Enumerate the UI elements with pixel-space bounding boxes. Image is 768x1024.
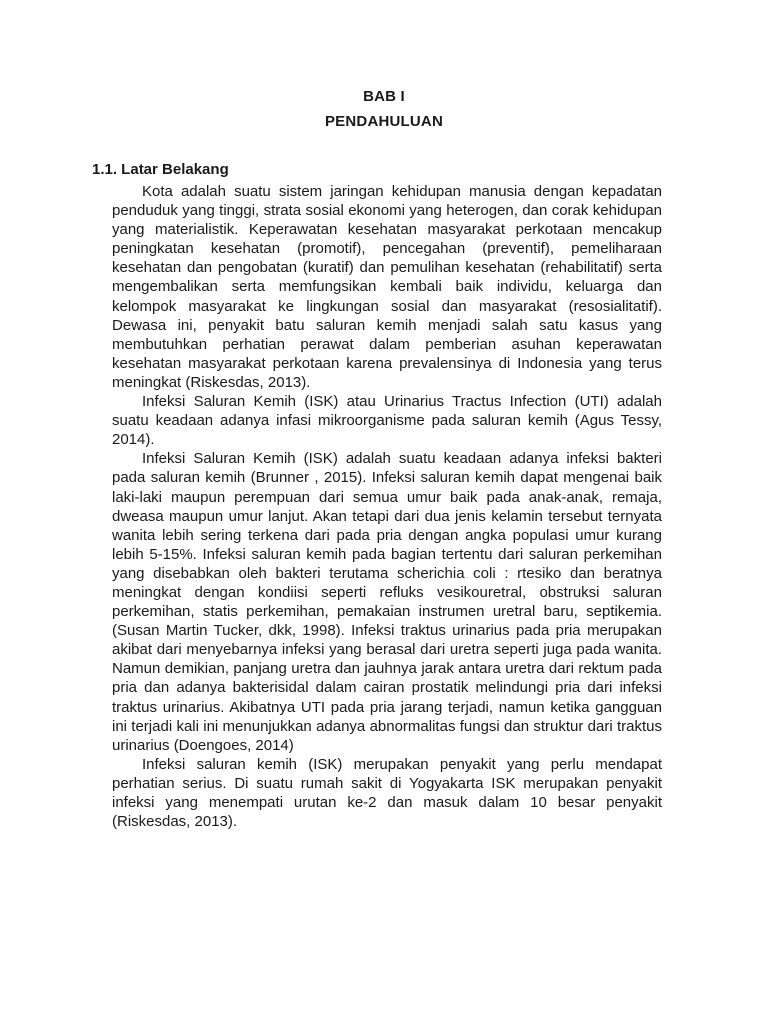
paragraph-4: Infeksi saluran kemih (ISK) merupakan penyakit yang perlu mendapat perhatian serius. Di suatu rumah sakit di Yogyakarta ISK merupakan penyakit infeksi yang menempati urutan ke-2 dan masuk dalam 10 besar penyakit (Riskesdas, 2013). [112,755,662,831]
paragraph-1: Kota adalah suatu sistem jaringan kehidupan manusia dengan kepadatan penduduk yang tinggi, strata sosial ekonomi yang heterogen, dan corak kehidupan yang materialistik. Keperawatan kesehatan masyarakat perkotaan mencakup peningkatan kesehatan (promotif), pencegahan (preventif), pemeliharaan kesehatan dan pengobatan (kuratif) dan pemulihan kesehatan (rehabilitatif) serta mengembalikan serta memfungsikan kembali baik individu, keluarga dan kelompok masyarakat ke lingkungan sosial dan masyarakat (resosialitatif). Dewasa ini, penyakit batu saluran kemih menjadi salah satu kasus yang membutuhkan perhatian perawat dalam pemberian asuhan keperawatan kesehatan masyarakat perkotaan karena prevalensinya di Indonesia yang terus meningkat (Riskesdas, 2013). [112,183,662,391]
section-heading: 1.1. Latar Belakang [92,161,229,178]
chapter-number: BAB I [363,88,405,105]
paragraph-3: Infeksi Saluran Kemih (ISK) adalah suatu keadaan adanya infeksi bakteri pada saluran kemih (Brunner , 2015). Infeksi saluran kemih dapat mengenai baik laki-laki maupun perempuan dari semua umur baik pada anak-anak, remaja, dweasa maupun umur lanjut. Akan tetapi dari dua jenis kelamin tersebut ternyata wanita lebih sering terkena dari pada pria dengan angka populasi umur kurang lebih 5-15%. Infeksi saluran kemih pada bagian tertentu dari saluran perkemihan yang disebabkan oleh bakteri terutama scherichia coli : rtesiko dan beratnya meningkat dengan kondiisi seperti refluks vesikouretral, obstruksi saluran perkemihan, statis perkemihan, pemakaian instrumen uretral baru, septikemia. (Susan Martin Tucker, dkk, 1998). Infeksi traktus urinarius pada pria merupakan akibat dari menyebarnya infeksi yang berasal dari uretra seperti juga pada wanita. Namun demikian, panjang uretra dan jauhnya jarak antara uretra dari rektum pada pria dan adanya bakterisidal dalam cairan prostatik melindungi pria dari infeksi traktus urinarius. Akibatnya UTI pada pria jarang terjadi, namun ketika gangguan ini terjadi kali ini menunjukkan adanya abnormalitas fungsi dan struktur dari traktus urinarius (Doengoes, 2014) [112,450,662,754]
chapter-title: PENDAHULUAN [324,113,444,130]
paragraph-2: Infeksi Saluran Kemih (ISK) atau Urinarius Tractus Infection (UTI) adalah suatu keadaan adanya infasi mikroorganisme pada saluran kemih (Agus Tessy, 2014). [112,393,662,449]
body-text [112,182,662,831]
